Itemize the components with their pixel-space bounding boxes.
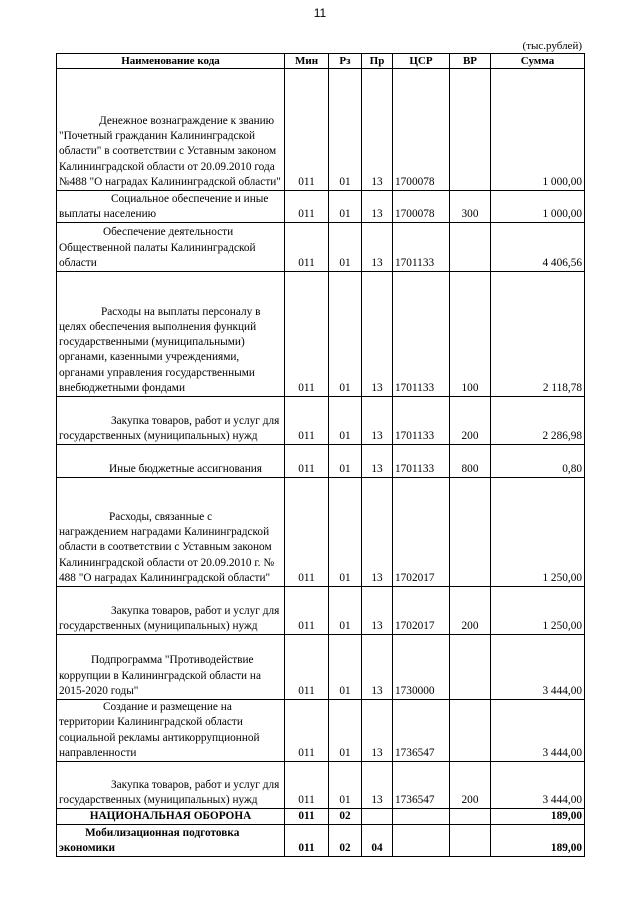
row-name: Денежное вознаграждение к званию "Почетный гражданин Калининградской области" в соответствии с Уставным законом Калининградской области от 20.09.2010 года №488 "О наградах Калининградской области": [57, 69, 285, 191]
page-number: 11: [313, 6, 327, 20]
row-min: 011: [285, 825, 329, 857]
row-vr: 800: [450, 445, 491, 478]
row-name: Закупка товаров, работ и услуг для государственных (муниципальных) нужд: [57, 397, 285, 445]
row-min: 011: [285, 69, 329, 191]
row-pr: 13: [362, 700, 393, 762]
table-row: [57, 191, 585, 223]
row-csr: 1701133: [393, 223, 450, 272]
row-sum: 3 444,00: [491, 700, 585, 762]
row-name: Социальное обеспечение и иные выплаты населению: [57, 191, 285, 223]
row-csr: 1730000: [393, 635, 450, 700]
row-min: 011: [285, 191, 329, 223]
row-rz: 01: [329, 478, 362, 587]
row-pr: 13: [362, 69, 393, 191]
row-csr: 1700078: [393, 191, 450, 223]
row-sum: 1 250,00: [491, 478, 585, 587]
row-sum: 0,80: [491, 445, 585, 478]
row-csr: 1702017: [393, 478, 450, 587]
row-rz: 01: [329, 397, 362, 445]
column-header-min: Мин: [285, 54, 329, 69]
row-sum: 189,00: [491, 825, 585, 857]
row-sum: 3 444,00: [491, 635, 585, 700]
row-pr: 13: [362, 397, 393, 445]
column-header-sum: Сумма: [491, 54, 585, 69]
row-rz: 02: [329, 825, 362, 857]
row-vr: 200: [450, 587, 491, 635]
row-sum: 1 000,00: [491, 191, 585, 223]
row-vr: 100: [450, 272, 491, 397]
row-min: 011: [285, 587, 329, 635]
row-name: Закупка товаров, работ и услуг для государственных (муниципальных) нужд: [57, 762, 285, 809]
row-vr: [450, 223, 491, 272]
table-row: [57, 478, 585, 587]
table-row: [57, 825, 585, 857]
row-csr: 1700078: [393, 69, 450, 191]
row-sum: 2 286,98: [491, 397, 585, 445]
row-csr: 1736547: [393, 700, 450, 762]
units-label: (тыс.рублей): [522, 40, 582, 52]
row-pr: 13: [362, 587, 393, 635]
row-min: 011: [285, 762, 329, 809]
row-name: Обеспечение деятельности Общественной палаты Калининградской области: [57, 223, 285, 272]
row-name: Иные бюджетные ассигнования: [57, 445, 285, 478]
table-row: [57, 223, 585, 272]
row-rz: 01: [329, 69, 362, 191]
row-sum: 3 444,00: [491, 762, 585, 809]
row-name: Закупка товаров, работ и услуг для государственных (муниципальных) нужд: [57, 587, 285, 635]
row-pr: 13: [362, 478, 393, 587]
row-csr: 1701133: [393, 445, 450, 478]
row-rz: 01: [329, 700, 362, 762]
row-csr: 1701133: [393, 397, 450, 445]
row-pr: 13: [362, 191, 393, 223]
row-name: Подпрограмма "Противодействие коррупции в Калининградской области на 2015-2020 годы": [57, 635, 285, 700]
row-sum: 189,00: [491, 809, 585, 825]
row-min: 011: [285, 223, 329, 272]
column-header-pr: Пр: [362, 54, 393, 69]
row-rz: 02: [329, 809, 362, 825]
row-pr: 13: [362, 223, 393, 272]
row-vr: [450, 69, 491, 191]
row-vr: 300: [450, 191, 491, 223]
row-vr: [450, 478, 491, 587]
row-vr: 200: [450, 762, 491, 809]
row-pr: 13: [362, 272, 393, 397]
row-csr: 1702017: [393, 587, 450, 635]
row-name: НАЦИОНАЛЬНАЯ ОБОРОНА: [57, 809, 285, 825]
table-row: [57, 700, 585, 762]
column-header-vr: ВР: [450, 54, 491, 69]
table-row: [57, 272, 585, 397]
row-min: 011: [285, 397, 329, 445]
row-csr: 1736547: [393, 762, 450, 809]
row-pr: 13: [362, 445, 393, 478]
row-vr: [450, 825, 491, 857]
row-pr: 04: [362, 825, 393, 857]
row-name: Мобилизационная подготовка экономики: [57, 825, 285, 857]
table-row: [57, 397, 585, 445]
row-sum: 4 406,56: [491, 223, 585, 272]
row-min: 011: [285, 272, 329, 397]
row-vr: [450, 809, 491, 825]
budget-table: [56, 53, 585, 857]
row-vr: 200: [450, 397, 491, 445]
row-csr: 1701133: [393, 272, 450, 397]
row-rz: 01: [329, 191, 362, 223]
row-rz: 01: [329, 272, 362, 397]
row-name: Расходы на выплаты персоналу в целях обеспечения выполнения функций государственными (муниципальными) органами, казенными учреждениями, органами управления государственными внебюджетными фондами: [57, 272, 285, 397]
column-header-name: Наименование кода: [57, 54, 285, 69]
table-header-row: [57, 54, 585, 69]
table-row: [57, 445, 585, 478]
row-rz: 01: [329, 445, 362, 478]
row-csr: [393, 809, 450, 825]
row-min: 011: [285, 700, 329, 762]
row-sum: 1 000,00: [491, 69, 585, 191]
table-row: [57, 809, 585, 825]
row-pr: [362, 809, 393, 825]
column-header-rz: Рз: [329, 54, 362, 69]
table-row: [57, 762, 585, 809]
row-min: 011: [285, 445, 329, 478]
row-rz: 01: [329, 762, 362, 809]
row-name: Создание и размещение на территории Калининградской области социальной рекламы антикоррупционной направленности: [57, 700, 285, 762]
row-rz: 01: [329, 223, 362, 272]
row-min: 011: [285, 809, 329, 825]
row-sum: 2 118,78: [491, 272, 585, 397]
row-vr: [450, 635, 491, 700]
row-name: Расходы, связанные с награждением наградами Калининградской области в соответствии с Уставным законом Калининградской области от 20.09.2010 г. № 488 "О наградах Калининградской области": [57, 478, 285, 587]
row-rz: 01: [329, 635, 362, 700]
column-header-csr: ЦСР: [393, 54, 450, 69]
table-row: [57, 69, 585, 191]
row-min: 011: [285, 635, 329, 700]
row-sum: 1 250,00: [491, 587, 585, 635]
row-rz: 01: [329, 587, 362, 635]
row-pr: 13: [362, 635, 393, 700]
row-min: 011: [285, 478, 329, 587]
table-row: [57, 587, 585, 635]
row-vr: [450, 700, 491, 762]
row-pr: 13: [362, 762, 393, 809]
table-row: [57, 635, 585, 700]
row-csr: [393, 825, 450, 857]
